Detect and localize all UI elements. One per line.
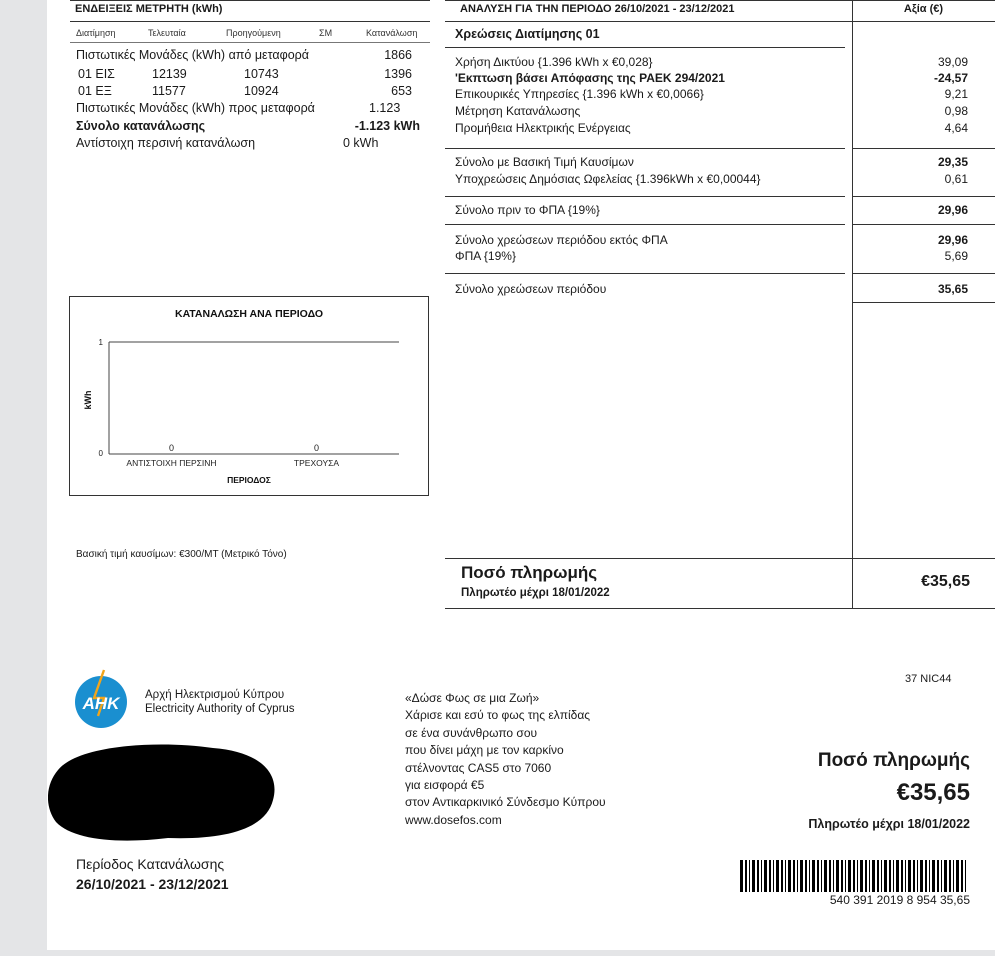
- stub-payment-label: Ποσό πληρωμής: [817, 750, 970, 771]
- payment-barcode: [740, 860, 970, 894]
- charity-line: που δίνει μάχη με τον καρκίνο: [405, 743, 564, 758]
- credits-out-value: 1.123: [369, 101, 401, 115]
- credits-in-label: Πιστωτικές Μονάδες (kWh) από μεταφορά: [76, 48, 309, 62]
- charge-line-label: Επικουρικές Υπηρεσίες {1.396 kWh x €0,0066}: [455, 87, 704, 101]
- charge-line-value: -24,57: [933, 71, 968, 85]
- last-year-label: Αντίστοιχη περσινή κατανάλωση: [76, 136, 256, 150]
- meter-header-sm: ΣΜ: [319, 28, 333, 38]
- meter-header-tariff: Διατίμηση: [76, 28, 116, 38]
- credits-in-value: 1866: [384, 48, 412, 62]
- credits-out-label: Πιστωτικές Μονάδες (kWh) προς μεταφορά: [76, 101, 315, 115]
- charges-section-title: Χρεώσεις Διατίμησης 01: [455, 27, 600, 41]
- base-fuel-value: 29,35: [937, 155, 968, 169]
- chart-category-label: ΑΝΤΙΣΤΟΙΧΗ ΠΕΡΣΙΝΗ: [126, 458, 217, 468]
- charge-line-label: Μέτρηση Κατανάλωσης: [455, 104, 581, 118]
- excl-vat-label: Σύνολο χρεώσεων περιόδου εκτός ΦΠΑ: [455, 233, 668, 247]
- eac-name-gr: Αρχή Ηλεκτρισμού Κύπρου: [145, 689, 285, 701]
- charity-line: Χάρισε και εσύ το φως της ελπίδας: [405, 708, 591, 723]
- charity-line: www.dosefos.com: [405, 812, 502, 827]
- chart-ytick-label: 0: [98, 449, 103, 458]
- meter-row-last: 11577: [152, 84, 186, 98]
- eac-logo-letters: AHK: [82, 694, 120, 713]
- pre-vat-value: 29,96: [937, 203, 968, 217]
- pso-value: 0,61: [944, 172, 968, 186]
- base-fuel-label: Σύνολο με Βασική Τιμή Καυσίμων: [455, 155, 634, 169]
- meter-row-last: 12139: [152, 67, 187, 81]
- chart-category-label: ΤΡΕΧΟΥΣΑ: [293, 458, 340, 468]
- meter-row-consumption: 653: [391, 84, 412, 98]
- chart-xlabel: ΠΕΡΙΟΔΟΣ: [227, 475, 271, 485]
- charge-line-value: 9,21: [944, 87, 968, 101]
- redacted-address: [48, 740, 283, 845]
- consumption-chart-svg: [69, 296, 429, 496]
- chart-data-label: 0: [168, 443, 175, 453]
- last-year-value: 0 kWh: [343, 136, 379, 150]
- meter-header-previous: Προηγούμενη: [226, 28, 281, 38]
- charge-line-value: 4,64: [944, 121, 968, 135]
- charity-line: για εισφορά €5: [405, 778, 485, 793]
- meter-header-consumption: Κατανάλωση: [366, 28, 418, 38]
- stub-payment-amount: €35,65: [896, 779, 970, 806]
- meter-title: ΕΝΔΕΙΞΕΙΣ ΜΕΤΡΗΤΗ (kWh): [75, 3, 223, 15]
- charge-line-value: 39,09: [937, 55, 968, 69]
- payment-label: Ποσό πληρωμής: [461, 563, 598, 582]
- charity-message: [405, 690, 606, 829]
- meter-row-tariff: 01 ΕΞ: [78, 84, 112, 98]
- meter-row-tariff: 01 ΕΙΣ: [78, 67, 115, 81]
- excl-vat-value: 29,96: [937, 233, 968, 247]
- meter-row-consumption: 1396: [384, 67, 412, 81]
- value-header: Αξία (€): [903, 3, 944, 15]
- total-consumption-label: Σύνολο κατανάλωσης: [76, 119, 206, 133]
- fuel-price-note: Βασική τιμή καυσίμων: €300/ΜΤ (Μετρικό Τόνο): [76, 549, 287, 560]
- payment-amount: €35,65: [921, 573, 970, 590]
- charge-line-label: 'Εκπτωση βάσει Απόφασης της ΡΑΕΚ 294/2021: [455, 71, 725, 85]
- vat-value: 5,69: [944, 249, 968, 263]
- period-total-label: Σύνολο χρεώσεων περιόδου: [455, 282, 607, 296]
- eac-logo: [68, 664, 134, 730]
- meter-header-last: Τελευταία: [148, 28, 186, 38]
- period-label: Περίοδος Κατανάλωσης: [76, 856, 225, 872]
- chart-ytick-label: 1: [98, 338, 103, 347]
- eac-name-en: Electricity Authority of Cyprus: [145, 703, 295, 715]
- stub-due-date: Πληρωτέο μέχρι 18/01/2022: [808, 817, 970, 831]
- chart-data-label: 0: [313, 443, 320, 453]
- payment-due: Πληρωτέο μέχρι 18/01/2022: [461, 587, 610, 599]
- charity-line: στέλνοντας CAS5 στο 7060: [405, 760, 552, 775]
- pso-label: Υποχρεώσεις Δημόσιας Ωφελείας {1.396kWh x €0,00044}: [455, 172, 761, 186]
- meter-row-previous: 10743: [244, 67, 279, 81]
- analysis-title: ΑΝΑΛΥΣΗ ΓΙΑ ΤΗΝ ΠΕΡΙΟΔΟ 26/10/2021 - 23/12/2021: [460, 3, 735, 15]
- chart-title: ΚΑΤΑΝΑΛΩΣΗ ΑΝΑ ΠΕΡΙΟΔΟ: [175, 308, 323, 320]
- pre-vat-label: Σύνολο πριν το ΦΠΑ {19%}: [455, 203, 600, 217]
- charge-line-value: 0,98: [944, 104, 968, 118]
- charity-line: σε ένα συνάνθρωπο σου: [405, 725, 538, 740]
- period-value: 26/10/2021 - 23/12/2021: [76, 876, 229, 892]
- meter-row-previous: 10924: [244, 84, 279, 98]
- charity-line: στον Αντικαρκινικό Σύνδεσμο Κύπρου: [405, 795, 606, 810]
- charity-line: «Δώσε Φως σε μια Ζωή»: [405, 691, 540, 705]
- charge-line-label: Προμήθεια Ηλεκτρικής Ενέργειας: [455, 121, 631, 135]
- period-total-value: 35,65: [937, 282, 968, 296]
- total-consumption-value: -1.123 kWh: [354, 119, 420, 133]
- reference-code: 37 NIC44: [905, 673, 952, 685]
- charge-line-label: Χρήση Δικτύου {1.396 kWh x €0,028}: [455, 55, 653, 69]
- barcode-number: 540 391 2019 8 954 35,65: [829, 893, 970, 907]
- chart-ylabel: kWh: [83, 390, 93, 410]
- vat-label: ΦΠΑ {19%}: [455, 249, 516, 263]
